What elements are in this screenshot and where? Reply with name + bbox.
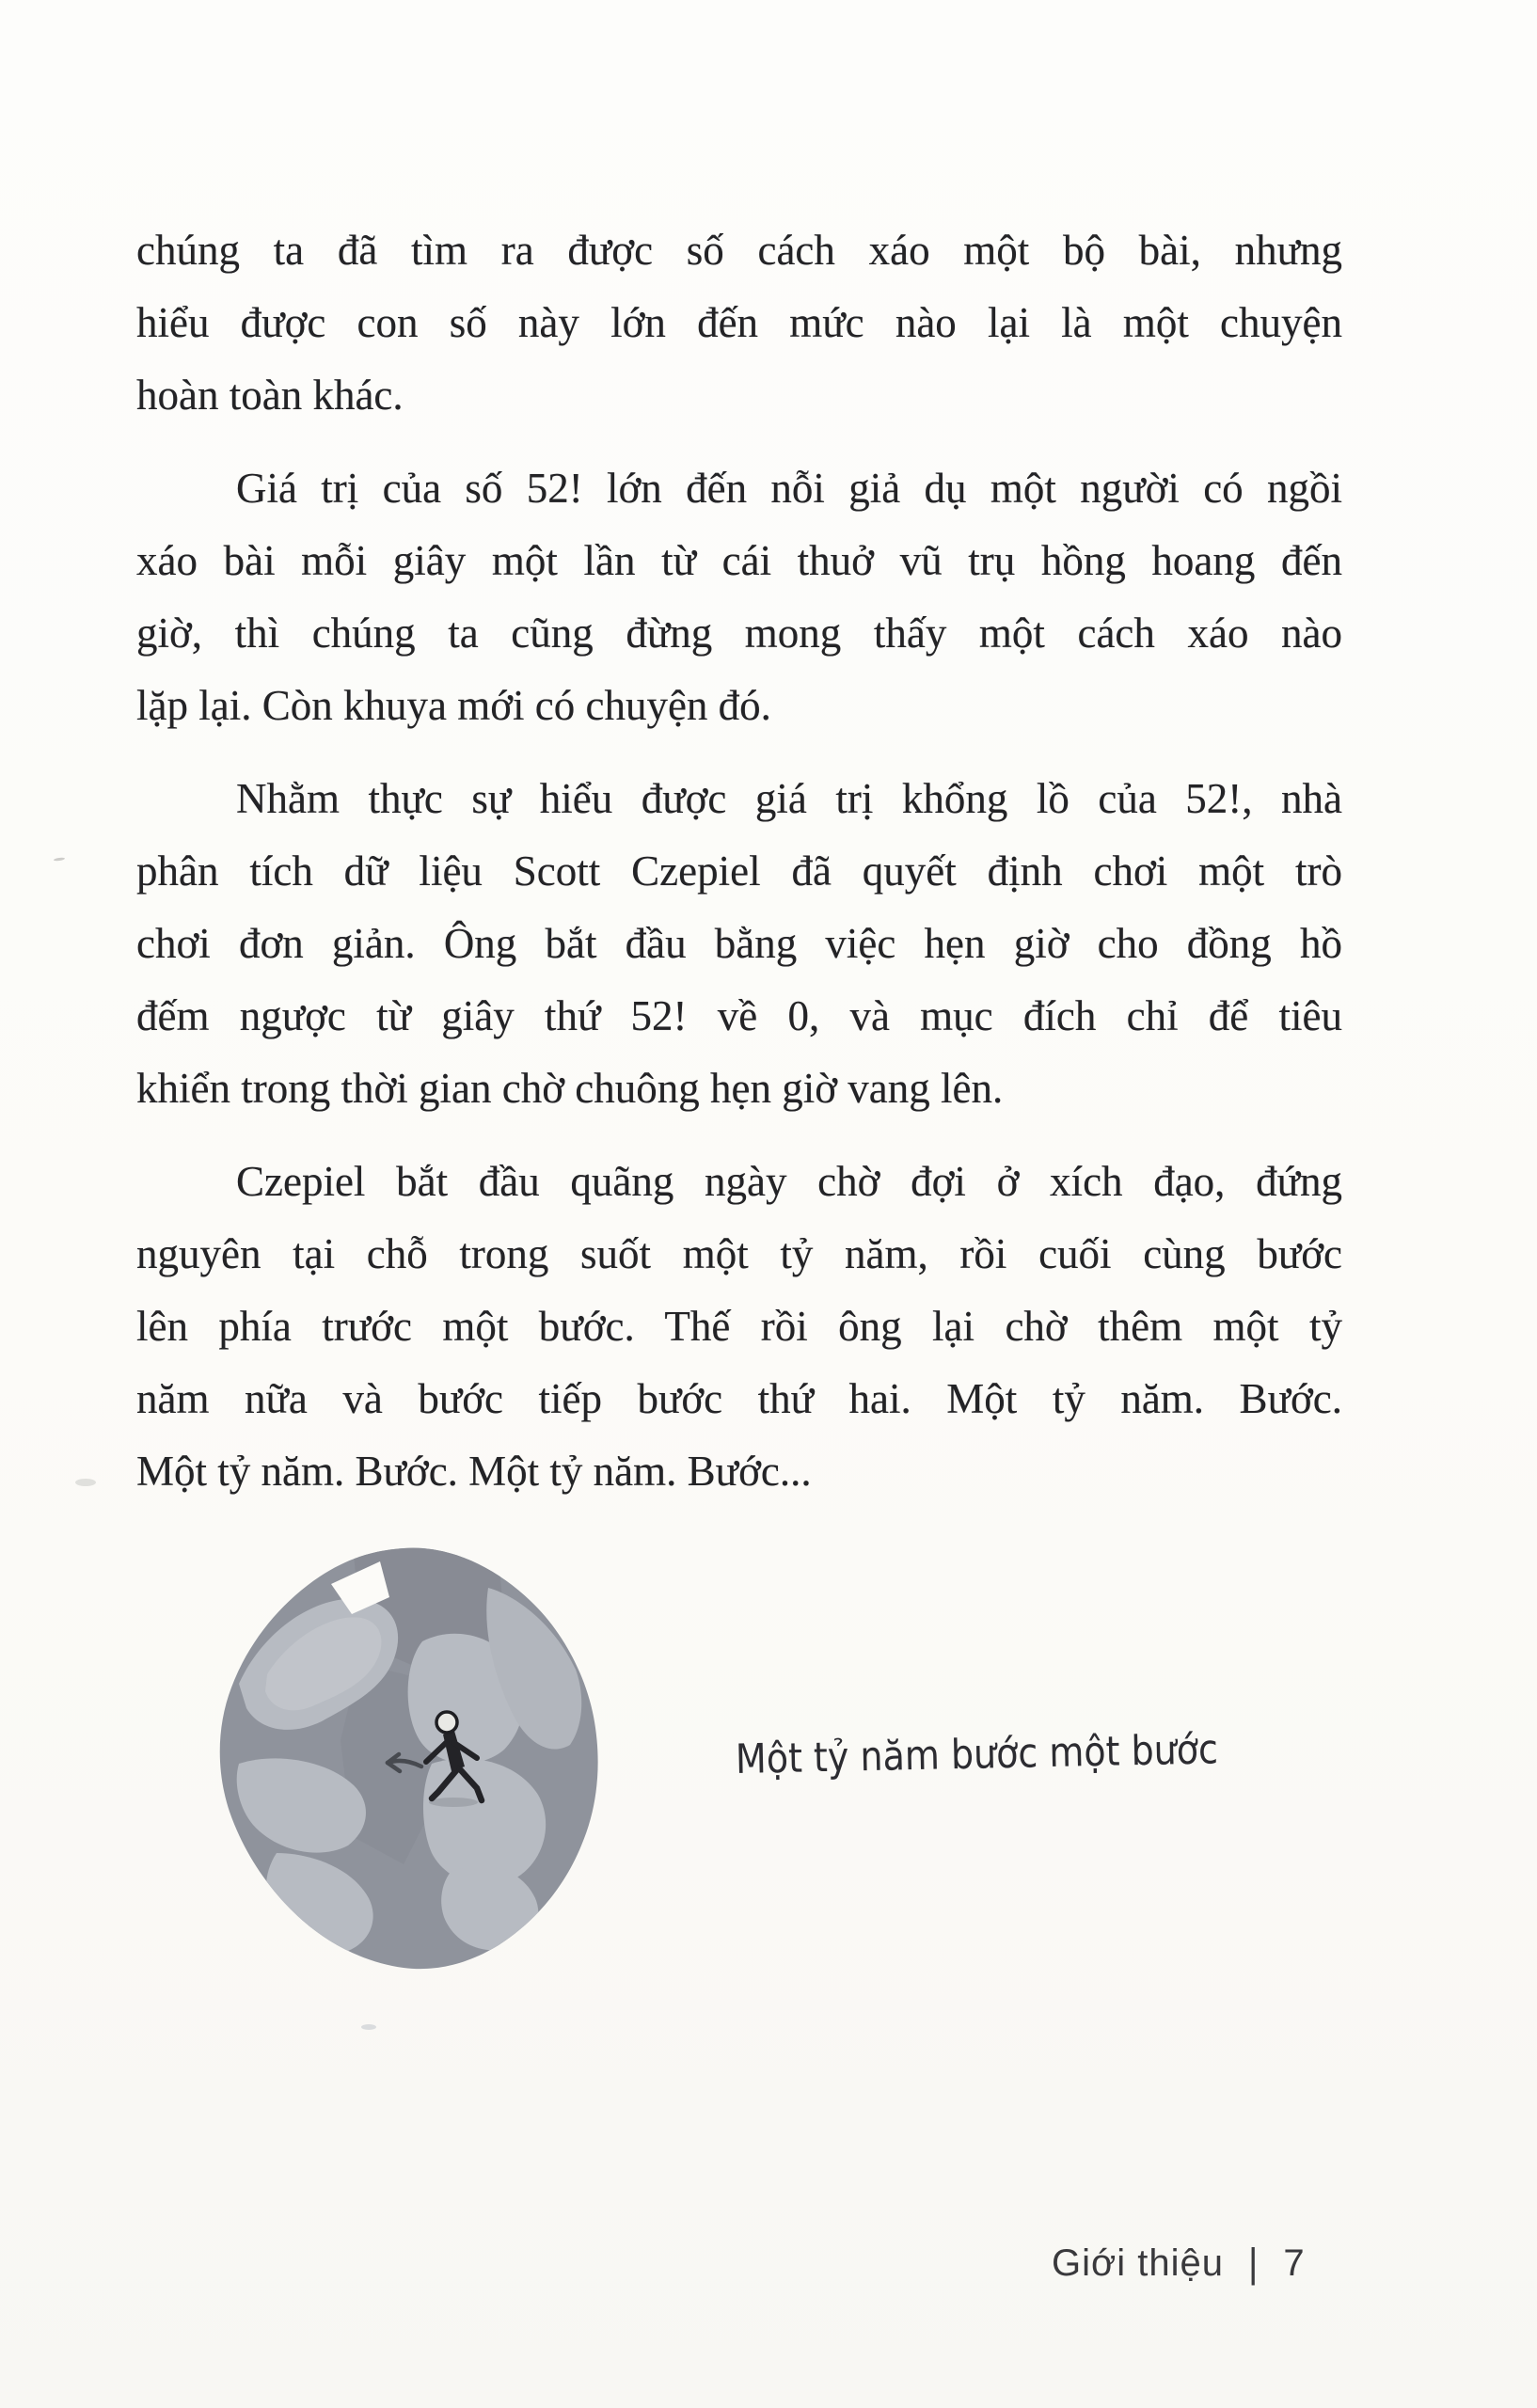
footer-page-number: 7 — [1283, 2242, 1306, 2284]
paragraph — [136, 214, 1342, 432]
body-line: chúng ta đã tìm ra được số cách xáo một bộ bài, nhưng — [136, 227, 1342, 274]
body-line: đếm ngược từ giây thứ 52! về 0, và mục đích chỉ để tiêu — [136, 992, 1342, 1039]
body-line: Czepiel bắt đầu quãng ngày chờ đợi ở xích đạo, đứng — [236, 1158, 1342, 1205]
body-line: lặp lại. Còn khuya mới có chuyện đó. — [136, 682, 771, 729]
scan-artifact — [361, 2024, 376, 2030]
paragraph — [136, 763, 1342, 1125]
body-line: hiểu được con số này lớn đến mức nào lại là một chuyện — [136, 299, 1342, 346]
body-line: năm nữa và bước tiếp bước thứ hai. Một tỷ năm. Bước. — [136, 1375, 1342, 1422]
scan-artifact — [75, 1479, 96, 1486]
scan-artifact — [54, 857, 65, 862]
body-line: lên phía trước một bước. Thế rồi ông lại chờ thêm một tỷ — [136, 1303, 1342, 1350]
body-line: nguyên tại chỗ trong suốt một tỷ năm, rồi cuối cùng bước — [136, 1230, 1342, 1277]
body-line: Nhằm thực sự hiểu được giá trị khổng lồ của 52!, nhà — [236, 775, 1342, 822]
body-line: khiển trong thời gian chờ chuông hẹn giờ vang lên. — [136, 1065, 1004, 1112]
illustration-caption: Một tỷ năm bước một bước — [735, 1726, 1219, 1783]
body-line: phân tích dữ liệu Scott Czepiel đã quyết định chơi một trò — [136, 848, 1342, 895]
page-footer — [1052, 2242, 1306, 2285]
paragraph — [136, 452, 1342, 742]
footer-separator: | — [1247, 2240, 1260, 2287]
body-line: giờ, thì chúng ta cũng đừng mong thấy một cách xáo nào — [136, 610, 1342, 657]
globe-illustration — [211, 1543, 601, 1971]
paragraph — [136, 1146, 1342, 1508]
body-line: chơi đơn giản. Ông bắt đầu bằng việc hẹn giờ cho đồng hồ — [136, 920, 1342, 967]
body-line: Giá trị của số 52! lớn đến nỗi giả dụ một người có ngồi — [236, 465, 1342, 512]
globe-svg — [211, 1543, 601, 1971]
body-line: xáo bài mỗi giây một lần từ cái thuở vũ trụ hồng hoang đến — [136, 537, 1342, 584]
body-line: hoàn toàn khác. — [136, 372, 404, 419]
body-line: Một tỷ năm. Bước. Một tỷ năm. Bước... — [136, 1448, 812, 1495]
footer-section-title: Giới thiệu — [1052, 2242, 1224, 2284]
body-text — [136, 214, 1342, 1508]
